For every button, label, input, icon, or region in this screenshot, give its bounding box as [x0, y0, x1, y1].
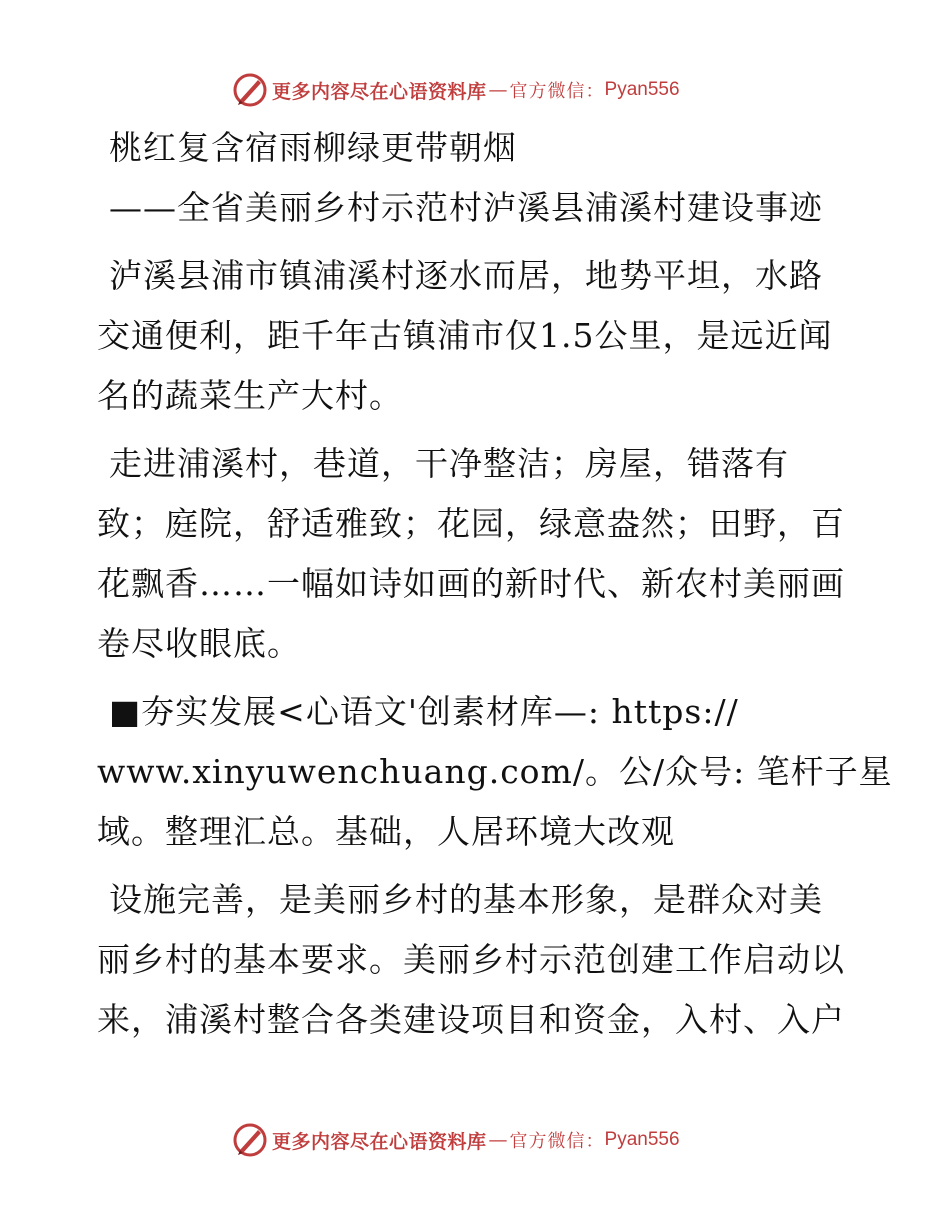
- footer-banner: [232, 1120, 680, 1160]
- paragraph-line: 花飘香……一幅如诗如画的新时代、新农村美丽画: [97, 564, 845, 603]
- paragraph-3: [97, 682, 893, 862]
- paragraph-2: [97, 434, 857, 674]
- paragraph-line: 来，浦溪村整合各类建设项目和资金，入村、入户: [97, 1000, 845, 1039]
- paragraph-line: 走进浦溪村，巷道，干净整洁；房屋，错落有: [109, 444, 789, 483]
- doc-subtitle: ——全省美丽乡村示范村泸溪县浦溪村建设事迹: [109, 188, 823, 227]
- paragraph-line: 交通便利，距千年古镇浦市仅1.5公里，是远近闻: [97, 316, 833, 355]
- banner-wechat-id: Pyan556: [604, 1129, 680, 1150]
- banner-dash: —: [488, 1129, 508, 1151]
- paragraph-line: ■夯实发展<心语文'创素材库—: https://: [109, 692, 739, 731]
- paragraph-line: 卷尽收眼底。: [97, 624, 301, 663]
- paragraph-line: www.xinyuwenchuang.com/。公/众号: 笔杆子星: [97, 752, 893, 791]
- pen-logo-icon: [232, 72, 268, 108]
- paragraph-line: 域。整理汇总。基础，人居环境大改观: [97, 812, 675, 851]
- header-banner: [232, 70, 680, 110]
- banner-wechat-label: 官方微信：: [509, 81, 605, 102]
- document-body: [97, 118, 893, 1050]
- banner-dash: —: [488, 79, 508, 101]
- paragraph-1: [97, 246, 857, 426]
- paragraph-line: 致；庭院，舒适雅致；花园，绿意盎然；田野，百: [97, 504, 845, 543]
- paragraph-line: 名的蔬菜生产大村。: [97, 376, 403, 415]
- doc-title: 桃红复含宿雨柳绿更带朝烟: [109, 128, 517, 167]
- banner-brand: 更多内容尽在心语资料库: [272, 80, 487, 103]
- pen-logo-icon: [232, 1122, 268, 1158]
- banner-wechat-label: 官方微信：: [509, 1131, 605, 1152]
- paragraph-line: 丽乡村的基本要求。美丽乡村示范创建工作启动以: [97, 940, 845, 979]
- paragraph-4: [97, 870, 857, 1050]
- banner-wechat-id: Pyan556: [604, 79, 680, 100]
- paragraph-line: 泸溪县浦市镇浦溪村逐水而居，地势平坦，水路: [109, 256, 823, 295]
- banner-brand: 更多内容尽在心语资料库: [272, 1130, 487, 1153]
- paragraph-line: 设施完善，是美丽乡村的基本形象，是群众对美: [109, 880, 823, 919]
